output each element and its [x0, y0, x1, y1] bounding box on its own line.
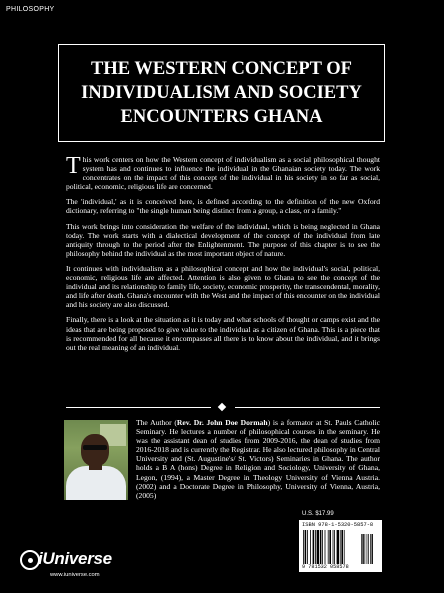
barcode-addon-bar [365, 534, 366, 564]
photo-shirt [66, 466, 126, 500]
category-label: PHILOSOPHY [6, 6, 55, 13]
barcode-addon-bar [370, 534, 371, 564]
barcode-bar [303, 530, 304, 564]
barcode-bar [340, 530, 341, 564]
author-name: Rev. Dr. John Doe Dormah [176, 418, 268, 427]
title-line-1: THE WESTERN CONCEPT OF [91, 59, 352, 79]
barcode-addon-bar [361, 534, 362, 564]
blurb-paragraph-2: The 'individual,' as it is conceived here, is defined according to the definition of the new Oxford dictionary, referring to "the single human being distinct from a group, a class, or a family." [66, 197, 380, 216]
drop-cap: T [66, 153, 81, 179]
bio-pre: The Author ( [136, 418, 177, 427]
barcode-addon-bar [362, 534, 363, 564]
blurb-paragraph-5: Finally, there is a look at the situation as it is today and what schools of thought or camps exist and the ideas that are being proposed to give value to the individual as a citizen of Ghana. This is a piece that is recommended for all because it encompasses all there is to know about the individual, and it brings out the real meaning of an individual. [66, 315, 380, 352]
ornament-divider [66, 403, 380, 413]
isbn-label: ISBN 978-1-5320-5857-8 [302, 522, 374, 528]
author-bio [136, 418, 380, 500]
title-box [58, 44, 385, 142]
blurb-paragraph-4: It continues with individualism as a philosophical concept and how the individual's social, political, economic, religious life are affected. Attention is also given to Ghana to see the concept of the individual and its relationship to family life, society, economic prosperity, the transcendental, morality, and life after death. Ghana's encounter with the West and the impact of this encounter on the individual and his society are also discussed. [66, 263, 380, 310]
barcode-bar [333, 530, 334, 564]
barcode-addon-bar [367, 534, 368, 564]
barcode-bar [305, 530, 307, 564]
divider-line-left [66, 407, 211, 408]
divider-line-right [235, 407, 380, 408]
barcode-addon-bar [368, 534, 369, 564]
barcode-bar [334, 530, 335, 564]
barcode-icon [303, 530, 378, 564]
blurb [66, 155, 380, 358]
photo-head [81, 434, 109, 466]
barcode-bar [337, 530, 339, 564]
barcode-bar [317, 530, 319, 564]
barcode-bar [329, 530, 331, 564]
bio-text: ) is a formator at St. Pauls Catholic Seminary. He lectures a number of philosophical courses in the seminary. He was the assistant dean of studies from 2009-2016, the dean of studies from 2016-2018 and is currently the Registrar. He also lectured philosophy in Central University and (St. Augustine's/ St. Victors) Seminaries in Ghana. The author holds a B A (hons) Degree in Religion and Sociology, University of Ghana, Legon, (1994), a Master Degree in Theology University of Vienna Austria.(2002) and a Doctorate Degree in Philosophy, University of Vienna, Austria, (2005) [136, 418, 381, 500]
blurb-paragraph-1 [66, 155, 380, 191]
barcode-box [299, 520, 382, 572]
barcode-bar [325, 530, 326, 564]
diamond-icon [218, 403, 226, 411]
barcode-bar [315, 530, 316, 564]
barcode-bar [313, 530, 315, 564]
barcode-bar [307, 530, 308, 564]
publisher-url: www.iuniverse.com [50, 572, 100, 578]
barcode-bar [328, 530, 329, 564]
publisher-logo [20, 548, 140, 582]
barcode-digits: 9 781532 058578 [302, 564, 349, 570]
iuniverse-logo-icon [20, 550, 40, 570]
publisher-name: iUniverse [38, 549, 112, 568]
blurb-paragraph-3: This work brings into consideration the welfare of the individual, which is being neglected in Ghana today. The work starts with a dialectical development of the concept of the individual from late antiquity through to the period after the Enlightenment. The purpose of this chapter is to see the philosophy behind the individual as the most important object of nature. [66, 221, 380, 258]
barcode-bar [341, 530, 343, 564]
title-line-2: INDIVIDUALISM AND SOCIETY [81, 83, 362, 103]
title-line-3: ENCOUNTERS GHANA [120, 107, 323, 127]
barcode-bar [310, 530, 311, 564]
barcode-bar [344, 530, 345, 564]
barcode-bar [320, 530, 322, 564]
author-photo [64, 420, 128, 500]
blurb-paragraph-1-text: his work centers on how the Western concept of individualism as a social philosophical thought system has and continues to influence the individual in the Ghanaian society today. The work concentrates on the impact of this concept of the individual in his society in so far as social, political, economic, religious life are concerned. [66, 155, 380, 192]
price-label: U.S. $17.99 [302, 511, 334, 517]
barcode-addon-bar [372, 534, 373, 564]
barcode-bar [322, 530, 323, 564]
photo-glasses [83, 445, 107, 450]
